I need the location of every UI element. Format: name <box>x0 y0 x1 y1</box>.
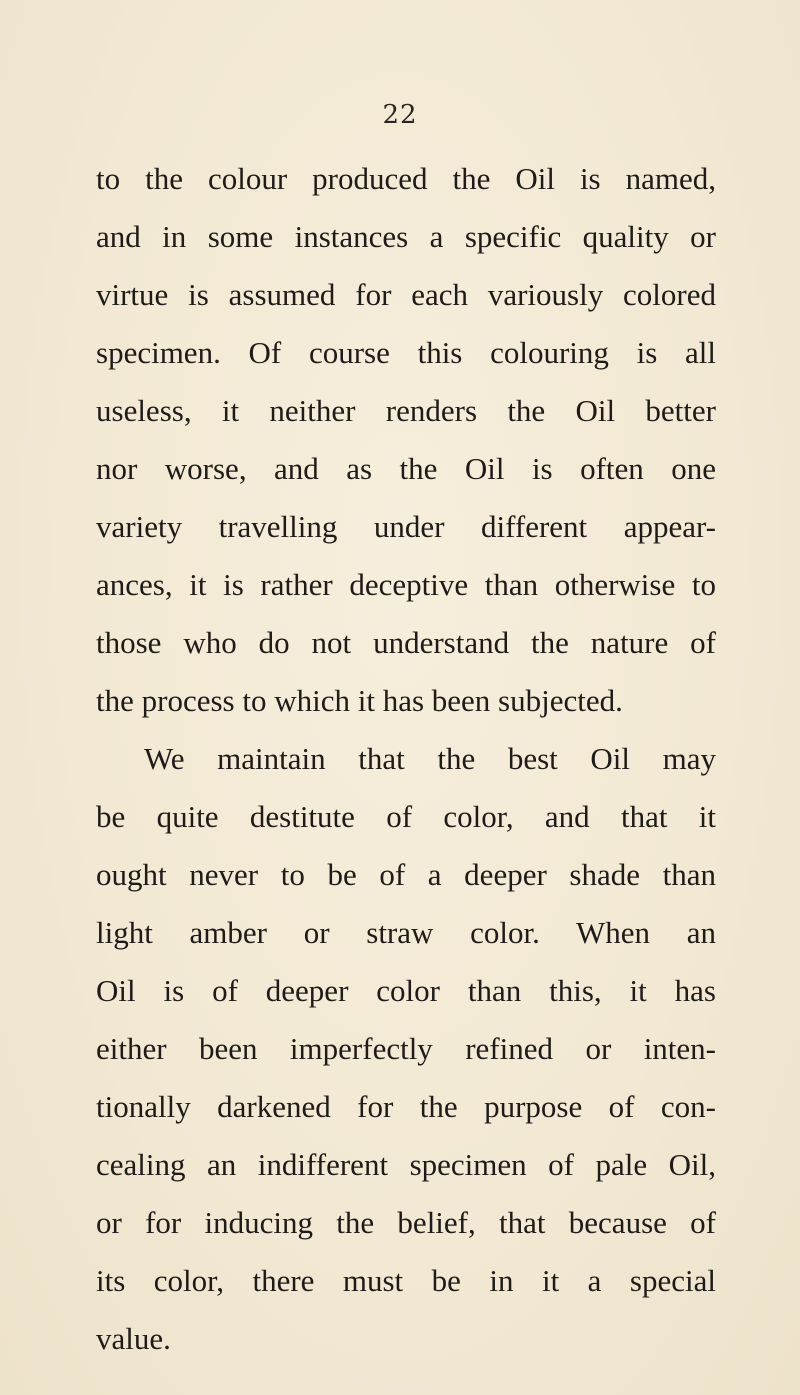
text-line: be quite destitute of color, and that it <box>96 799 716 834</box>
text-line: Oil is of deeper color than this, it has <box>96 973 716 1008</box>
paragraph-start-line: We maintain that the best Oil may <box>144 741 716 776</box>
text-line: to the colour produced the Oil is named, <box>96 161 716 196</box>
text-line: or for inducing the belief, that because of <box>96 1205 716 1240</box>
text-line: its color, there must be in it a special <box>96 1263 716 1298</box>
text-line: useless, it neither renders the Oil better <box>96 393 716 428</box>
text-line: cealing an indifferent specimen of pale Oil, <box>96 1147 716 1182</box>
text-line: nor worse, and as the Oil is often one <box>96 451 716 486</box>
text-line: light amber or straw color. When an <box>96 915 716 950</box>
text-line: ances, it is rather deceptive than otherwise to <box>96 567 716 602</box>
text-line: and in some instances a specific quality or <box>96 219 716 254</box>
text-line: tionally darkened for the purpose of con- <box>96 1089 716 1124</box>
text-line: virtue is assumed for each variously colored <box>96 277 716 312</box>
text-line: the process to which it has been subjected. <box>96 683 623 718</box>
text-line: either been imperfectly refined or inten- <box>96 1031 716 1066</box>
text-line: variety travelling under different appear- <box>96 509 716 544</box>
text-line: value. <box>96 1321 171 1356</box>
text-line: specimen. Of course this colouring is all <box>96 335 716 370</box>
text-line: ought never to be of a deeper shade than <box>96 857 716 892</box>
text-line: those who do not understand the nature of <box>96 625 716 660</box>
body-text <box>96 150 716 1368</box>
page-number: 22 <box>382 100 418 130</box>
